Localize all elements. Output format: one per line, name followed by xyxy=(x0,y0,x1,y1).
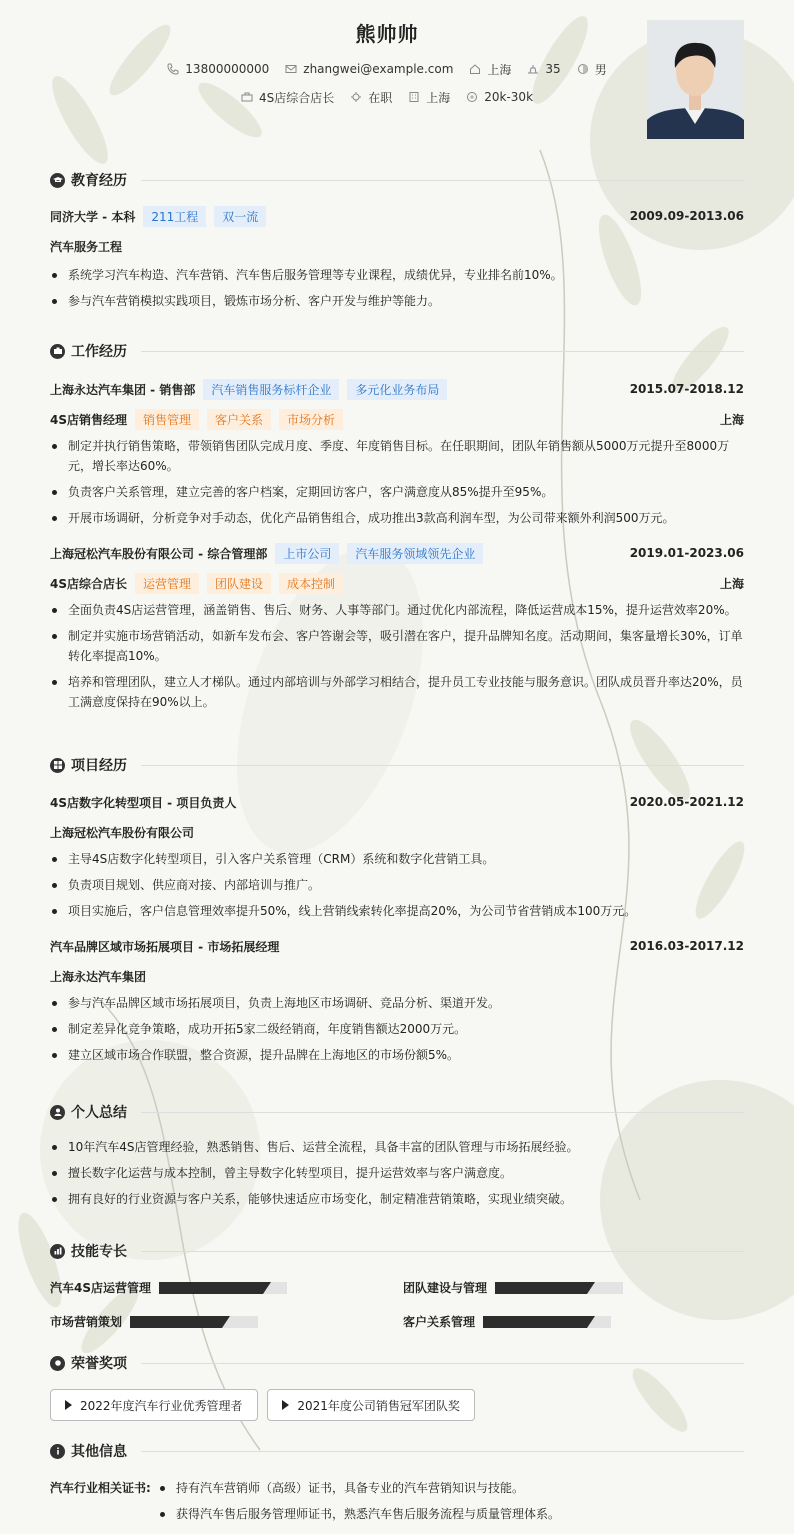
graduation-cap-icon xyxy=(50,173,65,188)
target-city: 上海 xyxy=(426,90,451,105)
job-date: 2015.07-2018.12 xyxy=(629,382,744,396)
home-icon xyxy=(469,63,481,75)
list-item: 制定并实施市场营销活动，如新车发布会、客户答谢会等，吸引潜在客户，提升品牌知名度。活动期间，集客量增长30%，订单 xyxy=(50,625,744,647)
school-tag: 双一流 xyxy=(214,206,266,227)
list-item: 负责项目规划、供应商对接、内部培训与推广。 xyxy=(50,874,744,896)
city: 上海 xyxy=(487,62,512,77)
profile-photo xyxy=(647,20,744,139)
job-header xyxy=(50,379,744,399)
list-item-cont: 元，增长率达60%。 xyxy=(68,459,179,473)
summary-title: 个人总结 xyxy=(50,1102,744,1122)
honor-item: 2022年度汽车行业优秀管理者 xyxy=(50,1389,258,1421)
phone: 13800000000 xyxy=(185,62,270,76)
job-header xyxy=(50,543,744,563)
honors-title: 荣誉奖项 xyxy=(50,1353,744,1373)
skill-tag: 市场分析 xyxy=(279,409,343,430)
skill-name: 市场营销策划 xyxy=(50,1315,123,1329)
skill-name: 团队建设与管理 xyxy=(403,1281,488,1295)
skill-bar xyxy=(159,1282,287,1294)
contact-row xyxy=(50,60,724,78)
salary-icon xyxy=(466,91,478,103)
education-bullets xyxy=(50,264,744,312)
education-header xyxy=(50,206,744,226)
company: 上海冠松汽车股份有限公司 - 综合管理部 xyxy=(50,546,268,561)
job-location: 上海 xyxy=(719,412,744,427)
company-tag: 汽车服务领域领先企业 xyxy=(347,543,483,564)
job-role xyxy=(50,409,744,429)
skill-tag: 成本控制 xyxy=(279,573,343,594)
position: 4S店综合店长 xyxy=(258,90,335,105)
email-icon xyxy=(285,63,297,75)
list-item: 建立区域市场合作联盟，整合资源，提升品牌在上海地区的市场份额5%。 xyxy=(50,1044,744,1066)
other-label: 汽车行业相关证书: xyxy=(50,1481,151,1495)
projects-title: 项目经历 xyxy=(50,755,744,775)
job-role xyxy=(50,573,744,593)
skill-fill xyxy=(159,1282,263,1294)
skill-item xyxy=(50,1313,258,1330)
work-section xyxy=(50,341,744,713)
list-item: 拥有良好的行业资源与客户关系，能够快速适应市场变化，制定精准营销策略，实现业绩突破。 xyxy=(50,1188,744,1210)
info-icon xyxy=(50,1444,65,1459)
status-icon xyxy=(350,91,362,103)
job-location: 上海 xyxy=(719,576,744,591)
other-title: 其他信息 xyxy=(50,1441,744,1461)
job-date: 2019.01-2023.06 xyxy=(629,546,744,560)
triangle-icon xyxy=(282,1400,289,1410)
skill-item xyxy=(403,1313,611,1330)
list-item: 主导4S店数字化转型项目，引入客户关系管理（CRM）系统和数字化营销工具。 xyxy=(50,848,744,870)
project-name: 4S店数字化转型项目 - 项目负责人 xyxy=(50,795,237,810)
job-bullets xyxy=(50,435,744,529)
project-bullets xyxy=(50,992,744,1066)
role: 4S店销售经理 xyxy=(50,412,127,427)
list-item: 制定并执行销售策略，带领销售团队完成月度、季度、年度销售目标。在任职期间，团队年销售额从5000万元提升至8000万 xyxy=(50,435,744,457)
list-item-cont: 工满意度保持在90%以上。 xyxy=(68,695,215,709)
company-tag: 上市公司 xyxy=(275,543,339,564)
project-header xyxy=(50,792,744,812)
project-date: 2016.03-2017.12 xyxy=(629,939,744,953)
list-item: 培养和管理团队，建立人才梯队。通过内部培训与外部学习相结合，提升员工专业技能与服务意识。团队成员晋升率达20%，员 xyxy=(50,671,744,693)
skill-name: 汽车4S店运营管理 xyxy=(50,1281,151,1295)
project-name: 汽车品牌区域市场拓展项目 - 市场拓展经理 xyxy=(50,939,280,954)
briefcase-icon xyxy=(50,344,65,359)
email: zhangwei@example.com xyxy=(303,62,454,76)
skills-title: 技能专长 xyxy=(50,1241,744,1261)
education-section xyxy=(50,170,744,312)
skill-bar xyxy=(495,1282,623,1294)
list-item: 持有汽车营销师（高级）证书，具备专业的汽车营销知识与技能。 xyxy=(158,1477,560,1499)
status: 在职 xyxy=(368,90,393,105)
summary-bullets xyxy=(50,1136,744,1210)
building-icon xyxy=(408,91,420,103)
honor-item: 2021年度公司销售冠军团队奖 xyxy=(267,1389,475,1421)
list-item: 擅长数字化运营与成本控制，曾主导数字化转型项目，提升运营效率与客户满意度。 xyxy=(50,1162,744,1184)
skill-bar xyxy=(483,1316,611,1328)
projects-section xyxy=(50,755,744,1066)
summary-section xyxy=(50,1102,744,1210)
project-company: 上海冠松汽车股份有限公司 xyxy=(50,825,195,840)
work-title: 工作经历 xyxy=(50,341,744,361)
honors-list xyxy=(50,1389,744,1421)
role: 4S店综合店长 xyxy=(50,576,127,591)
grid-icon xyxy=(50,758,65,773)
briefcase-icon xyxy=(241,91,253,103)
age-icon xyxy=(527,63,539,75)
project-company: 上海永达汽车集团 xyxy=(50,969,147,984)
salary: 20k-30k xyxy=(484,90,534,104)
school: 同济大学 - 本科 xyxy=(50,209,136,224)
skill-fill xyxy=(130,1316,222,1328)
skill-bar xyxy=(130,1316,258,1328)
age: 35 xyxy=(545,62,561,76)
list-item: 负责客户关系管理，建立完善的客户档案，定期回访客户，客户满意度从85%提升至95%。 xyxy=(50,481,744,503)
list-item: 制定差异化竞争策略，成功开拓5家二级经销商，年度销售额达2000万元。 xyxy=(50,1018,744,1040)
major: 汽车服务工程 xyxy=(50,239,123,254)
project-date: 2020.05-2021.12 xyxy=(629,795,744,809)
skill-tag: 运营管理 xyxy=(135,573,199,594)
company-tag: 多元化业务布局 xyxy=(347,379,447,400)
other-section xyxy=(50,1441,744,1525)
list-item: 参与汽车营销模拟实践项目，锻炼市场分析、客户开发与维护等能力。 xyxy=(50,290,744,312)
list-item-cont: 转化率提高10%。 xyxy=(68,649,167,663)
skill-fill xyxy=(495,1282,587,1294)
other-bullets xyxy=(158,1477,560,1525)
skill-fill xyxy=(483,1316,587,1328)
skill-item xyxy=(403,1279,623,1296)
education-title: 教育经历 xyxy=(50,170,744,190)
user-icon xyxy=(50,1105,65,1120)
triangle-icon xyxy=(65,1400,72,1410)
education-date: 2009.09-2013.06 xyxy=(629,209,744,223)
skill-name: 客户关系管理 xyxy=(403,1315,476,1329)
skill-tag: 销售管理 xyxy=(135,409,199,430)
honors-section xyxy=(50,1353,744,1421)
chart-icon xyxy=(50,1244,65,1259)
gender: 男 xyxy=(594,62,607,77)
list-item: 开展市场调研，分析竞争对手动态，优化产品销售组合，成功推出3款高利润车型，为公司带来额外利润500万元。 xyxy=(50,507,744,529)
list-item: 10年汽车4S店管理经验，熟悉销售、售后、运营全流程，具备丰富的团队管理与市场拓展经验。 xyxy=(50,1136,744,1158)
skills-section xyxy=(50,1241,744,1349)
other-content xyxy=(50,1477,744,1525)
phone-icon xyxy=(167,63,179,75)
candidate-name: 熊帅帅 xyxy=(355,22,419,46)
skill-tag: 团队建设 xyxy=(207,573,271,594)
project-header xyxy=(50,936,744,956)
job-intent-row xyxy=(50,88,724,106)
job-bullets xyxy=(50,599,744,713)
school-tag: 211工程 xyxy=(143,206,206,227)
project-bullets xyxy=(50,848,744,922)
company-tag: 汽车销售服务标杆企业 xyxy=(203,379,339,400)
gender-icon xyxy=(577,63,589,75)
medal-icon xyxy=(50,1356,65,1371)
list-item: 项目实施后，客户信息管理效率提升50%，线上营销线索转化率提高20%，为公司节省营销成本100万元。 xyxy=(50,900,744,922)
skill-tag: 客户关系 xyxy=(207,409,271,430)
list-item: 获得汽车售后服务管理师证书，熟悉汽车售后服务流程与质量管理体系。 xyxy=(158,1503,560,1525)
company: 上海永达汽车集团 - 销售部 xyxy=(50,382,196,397)
list-item: 全面负责4S店运营管理，涵盖销售、售后、财务、人事等部门。通过优化内部流程，降低运营成本15%，提升运营效率20%。 xyxy=(50,599,744,621)
list-item: 系统学习汽车构造、汽车营销、汽车售后服务管理等专业课程，成绩优异，专业排名前10%。 xyxy=(50,264,744,286)
skill-item xyxy=(50,1279,287,1296)
list-item: 参与汽车品牌区域市场拓展项目，负责上海地区市场调研、竞品分析、渠道开发。 xyxy=(50,992,744,1014)
